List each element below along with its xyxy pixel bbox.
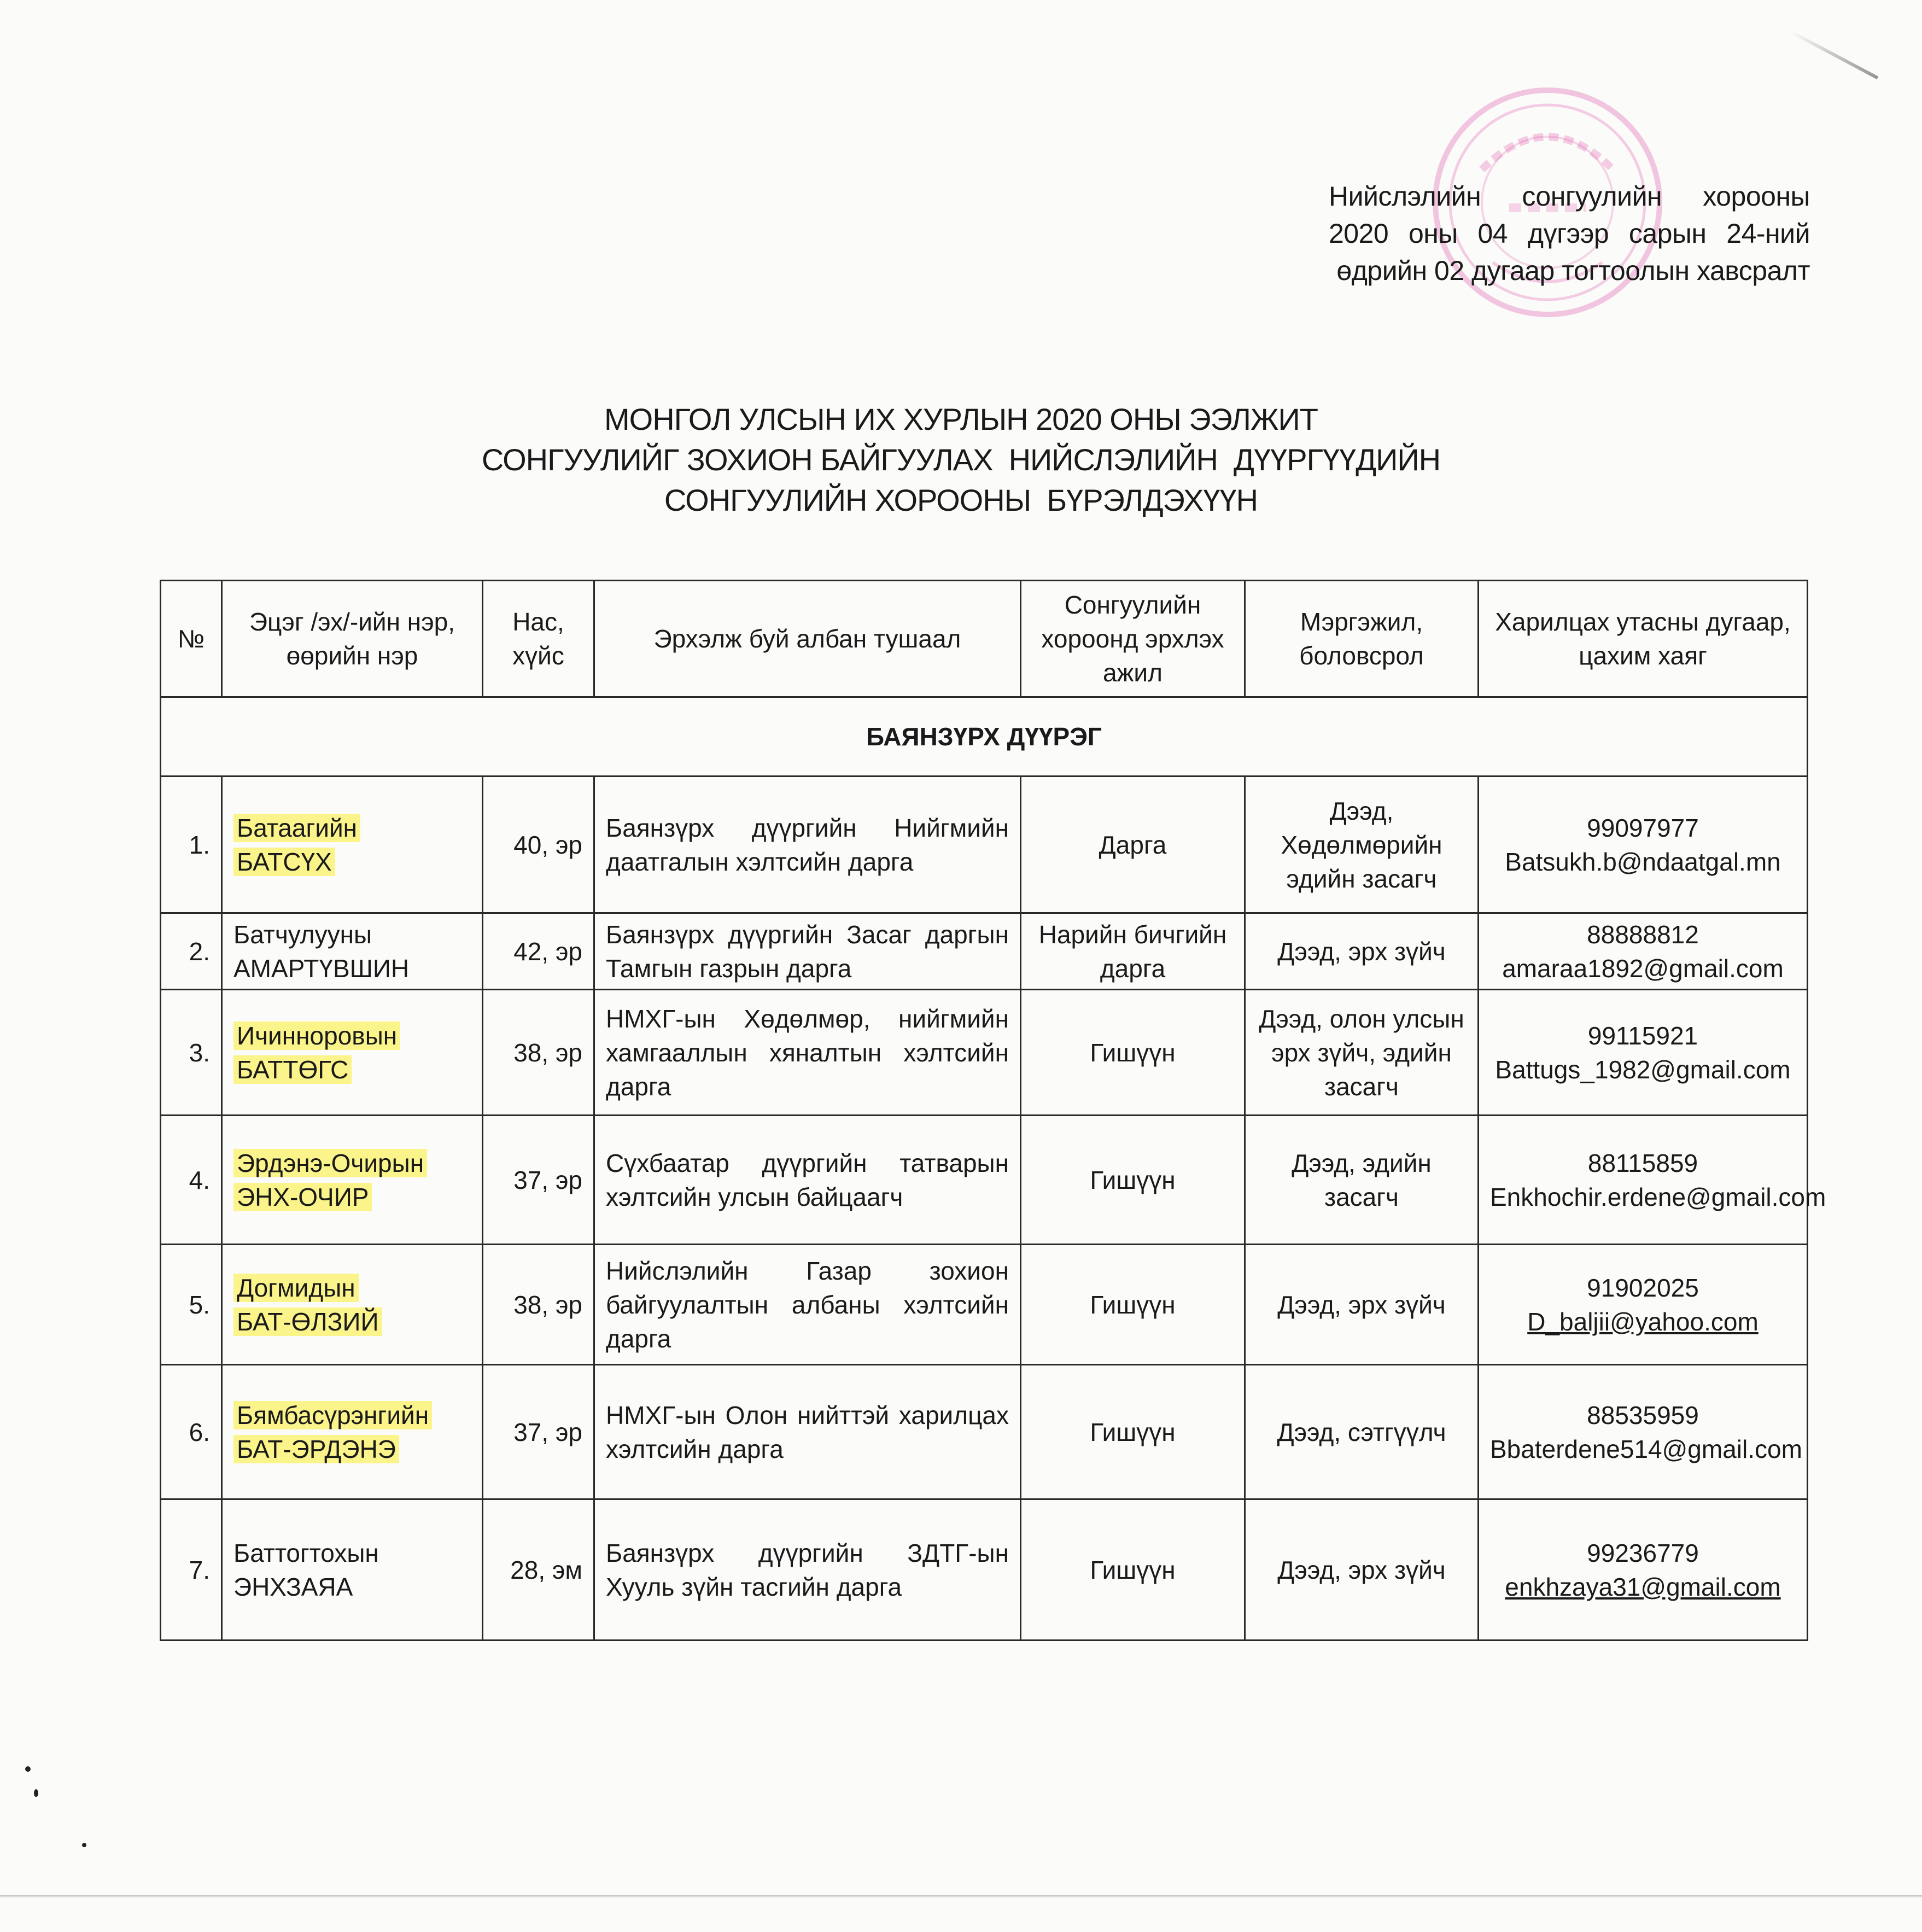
header-name: Эцэг /эх/-ийн нэр, өөрийн нэр bbox=[222, 581, 483, 697]
annex-line-1: Нийслэлийн сонгуулийн хорооны bbox=[1329, 181, 1810, 212]
member-phone: 99236779 bbox=[1587, 1538, 1699, 1567]
row-number: 7. bbox=[161, 1499, 222, 1641]
member-education: Дээд, Хөдөлмөрийн эдийн засагч bbox=[1245, 777, 1479, 913]
member-committee-role: Нарийн бичгийн дарга bbox=[1021, 913, 1245, 990]
member-email: Enkhochir.erdene@gmail.com bbox=[1490, 1182, 1826, 1211]
table-row bbox=[161, 1116, 1808, 1245]
row-number: 4. bbox=[161, 1116, 222, 1245]
header-age: Нас, хүйс bbox=[483, 581, 594, 697]
title-line-1: МОНГОЛ УЛСЫН ИХ ХУРЛЫН 2020 ОНЫ ЭЭЛЖИТ bbox=[604, 402, 1318, 436]
header-education: Мэргэжил, боловсрол bbox=[1245, 581, 1479, 697]
member-email: Batsukh.b@ndaatgal.mn bbox=[1505, 847, 1781, 876]
member-email[interactable]: enkhzaya31@gmail.com bbox=[1505, 1572, 1781, 1601]
row-number: 1. bbox=[161, 777, 222, 913]
member-contact bbox=[1479, 1365, 1808, 1499]
member-position: НМХГ-ын Хөдөлмөр, нийгмийн хамгааллын хяналтын хэлтсийн дарга bbox=[594, 990, 1021, 1116]
member-committee-role: Гишүүн bbox=[1021, 990, 1245, 1116]
row-number: 3. bbox=[161, 990, 222, 1116]
annex-line-2: 2020 оны 04 дүгээр сарын 24-ний bbox=[1329, 218, 1810, 249]
committee-roster-table bbox=[160, 580, 1826, 1641]
member-phone: 91902025 bbox=[1587, 1273, 1699, 1302]
scan-edge-mark bbox=[1790, 30, 1879, 79]
member-given-name: БАТ-ЭРДЭНЭ bbox=[233, 1435, 399, 1463]
member-committee-role: Дарга bbox=[1021, 777, 1245, 913]
member-patronymic: Эрдэнэ-Очирын bbox=[233, 1149, 427, 1177]
scan-speck bbox=[25, 1766, 31, 1772]
member-education: Дээд, эдийн засагч bbox=[1245, 1116, 1479, 1245]
member-age-sex: 37, эр bbox=[483, 1116, 594, 1245]
table-row bbox=[161, 913, 1808, 990]
member-name bbox=[222, 990, 483, 1116]
member-education: Дээд, эрх зүйч bbox=[1245, 913, 1479, 990]
member-age-sex: 42, эр bbox=[483, 913, 594, 990]
member-contact bbox=[1479, 1116, 1826, 1245]
member-education: Дээд, эрх зүйч bbox=[1245, 1245, 1479, 1365]
member-email: amaraa1892@gmail.com bbox=[1502, 954, 1784, 983]
header-contact: Харилцах утасны дугаар, цахим хаяг bbox=[1479, 581, 1808, 697]
scan-speck bbox=[82, 1843, 86, 1847]
title-line-2: СОНГУУЛИЙГ ЗОХИОН БАЙГУУЛАХ НИЙСЛЭЛИЙН ДҮҮРГҮҮДИЙН bbox=[481, 442, 1441, 477]
member-contact bbox=[1479, 1499, 1808, 1641]
member-phone: 99115921 bbox=[1587, 1021, 1698, 1050]
member-name bbox=[222, 1365, 483, 1499]
member-patronymic: Батаагийн bbox=[233, 814, 360, 842]
row-number: 6. bbox=[161, 1365, 222, 1499]
title-line-3: СОНГУУЛИЙН ХОРООНЫ БҮРЭЛДЭХҮҮН bbox=[664, 483, 1258, 517]
scan-speck bbox=[34, 1789, 38, 1797]
member-education: Дээд, эрх зүйч bbox=[1245, 1499, 1479, 1641]
member-age-sex: 38, эр bbox=[483, 1245, 594, 1365]
header-num: № bbox=[161, 581, 222, 697]
member-committee-role: Гишүүн bbox=[1021, 1499, 1245, 1641]
member-email: Battugs_1982@gmail.com bbox=[1495, 1055, 1791, 1084]
header-position: Эрхэлж буй албан тушаал bbox=[594, 581, 1021, 697]
section-row bbox=[161, 697, 1808, 777]
annex-line-3: өдрийн 02 дугаар тогтоолын хавсралт bbox=[1336, 255, 1810, 286]
table-row bbox=[161, 777, 1808, 913]
member-position: Нийслэлийн Газар зохион байгуулалтын албаны хэлтсийн дарга bbox=[594, 1245, 1021, 1365]
member-name bbox=[222, 777, 483, 913]
member-age-sex: 37, эр bbox=[483, 1365, 594, 1499]
member-age-sex: 40, эр bbox=[483, 777, 594, 913]
member-phone: 88888812 bbox=[1587, 920, 1699, 949]
scan-bottom-edge bbox=[0, 1895, 1922, 1898]
member-committee-role: Гишүүн bbox=[1021, 1116, 1245, 1245]
table-row bbox=[161, 1245, 1808, 1365]
member-age-sex: 38, эр bbox=[483, 990, 594, 1116]
member-age-sex: 28, эм bbox=[483, 1499, 594, 1641]
member-email: Bbaterdene514@gmail.com bbox=[1490, 1434, 1802, 1463]
member-contact bbox=[1479, 913, 1808, 990]
member-position: Сүхбаатар дүүргийн татварын хэлтсийн улсын байцаагч bbox=[594, 1116, 1021, 1245]
member-position: Баянзүрх дүүргийн ЗДТГ-ын Хууль зүйн тасгийн дарга bbox=[594, 1499, 1021, 1641]
document-title bbox=[0, 399, 1922, 521]
member-given-name: БАТСҮХ bbox=[233, 848, 335, 876]
member-education: Дээд, сэтгүүлч bbox=[1245, 1365, 1479, 1499]
member-phone: 88115859 bbox=[1587, 1148, 1698, 1177]
member-committee-role: Гишүүн bbox=[1021, 1245, 1245, 1365]
district-name: БАЯНЗҮРХ ДҮҮРЭГ bbox=[161, 697, 1808, 777]
table-row bbox=[161, 1365, 1808, 1499]
member-committee-role: Гишүүн bbox=[1021, 1365, 1245, 1499]
member-given-name: АМАРТҮВШИН bbox=[233, 954, 410, 983]
member-contact bbox=[1479, 1245, 1808, 1365]
member-patronymic: Бямбасүрэнгийн bbox=[233, 1401, 432, 1429]
member-given-name: БАТТӨГС bbox=[233, 1055, 352, 1084]
member-given-name: ЭНХЗАЯА bbox=[233, 1572, 353, 1601]
member-name bbox=[222, 913, 483, 990]
member-position: Баянзүрх дүүргийн Засаг даргын Тамгын газрын дарга bbox=[594, 913, 1021, 990]
member-name bbox=[222, 1499, 483, 1641]
member-position: НМХГ-ын Олон нийттэй харилцах хэлтсийн дарга bbox=[594, 1365, 1021, 1499]
member-contact bbox=[1479, 777, 1808, 913]
table-row bbox=[161, 990, 1808, 1116]
member-phone: 88535959 bbox=[1587, 1400, 1699, 1429]
member-phone: 99097977 bbox=[1587, 813, 1699, 842]
table-row bbox=[161, 1499, 1808, 1641]
member-name bbox=[222, 1116, 483, 1245]
member-email[interactable]: D_baljii@yahoo.com bbox=[1527, 1307, 1759, 1336]
resolution-annex-note bbox=[1329, 178, 1810, 289]
member-given-name: БАТ-ӨЛЗИЙ bbox=[233, 1308, 382, 1336]
row-number: 2. bbox=[161, 913, 222, 990]
table-header-row bbox=[161, 581, 1808, 697]
member-contact bbox=[1479, 990, 1808, 1116]
header-role: Сонгуулийн хороонд эрхлэх ажил bbox=[1021, 581, 1245, 697]
member-position: Баянзүрх дүүргийн Нийгмийн даатгалын хэлтсийн дарга bbox=[594, 777, 1021, 913]
row-number: 5. bbox=[161, 1245, 222, 1365]
member-given-name: ЭНХ-ОЧИР bbox=[233, 1183, 372, 1211]
member-education: Дээд, олон улсын эрх зүйч, эдийн засагч bbox=[1245, 990, 1479, 1116]
member-patronymic: Ичинноровын bbox=[233, 1022, 400, 1050]
member-patronymic: Баттогтохын bbox=[233, 1538, 379, 1567]
member-patronymic: Догмидын bbox=[233, 1274, 359, 1302]
member-name bbox=[222, 1245, 483, 1365]
member-patronymic: Батчулууны bbox=[233, 920, 372, 949]
